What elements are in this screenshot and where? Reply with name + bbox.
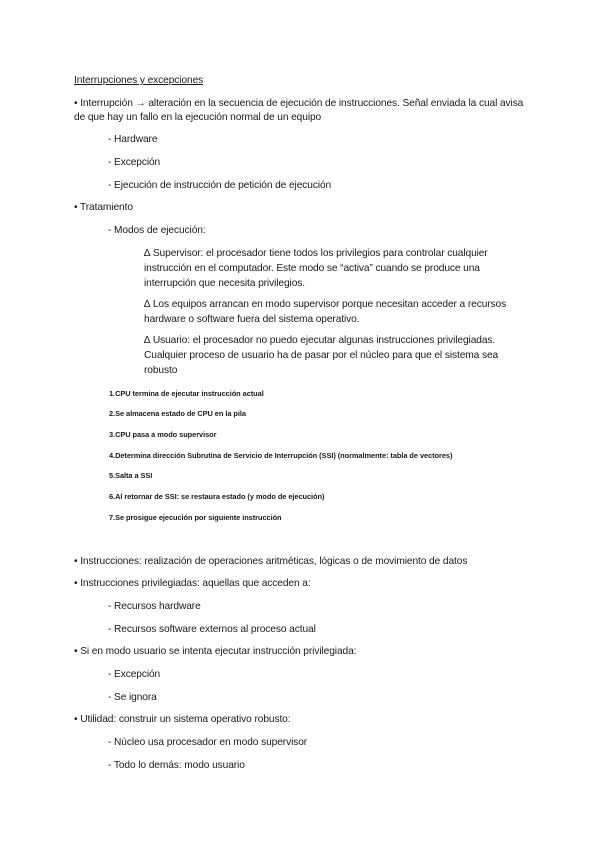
modo-usuario-heading: • Si en modo usuario se intenta ejecutar instrucción privilegiada: (74, 646, 357, 657)
modos-heading: - Modos de ejecución: (108, 225, 206, 236)
list-item: - Todo lo demás: modo usuario (108, 760, 245, 771)
arranque-line: ∆ Los equipos arrancan en modo supervisor porque necesitan acceder a recursos (144, 299, 507, 310)
list-item: - Hardware (108, 134, 158, 145)
interrupcion-line-1: • Interrupción → alteración en la secuencia de ejecución de instrucciones. Señal enviada la cual avisa (74, 98, 524, 109)
arranque-line: hardware o software fuera del sistema operativo. (144, 314, 360, 325)
tratamiento-heading: • Tratamiento (74, 202, 133, 213)
step-item: 7.Se prosigue ejecución por siguiente instrucción (109, 513, 282, 522)
step-item: 3.CPU pasa a modo supervisor (109, 430, 217, 439)
supervisor-line: ∆ Supervisor: el procesador tiene todos los privilegios para controlar cualquier (144, 248, 488, 259)
list-item: - Ejecución de instrucción de petición de ejecución (108, 180, 332, 191)
usuario-line: ∆ Usuario: el procesador no puedo ejecutar algunas instrucciones privilegiadas. (144, 335, 496, 346)
supervisor-line: instrucción en el computador. Este modo se “activa” cuando se produce una (144, 263, 480, 274)
page-title: Interrupciones y excepciones (74, 75, 204, 86)
list-item: - Recursos software externos al proceso actual (108, 624, 316, 635)
list-item: - Excepción (108, 669, 161, 680)
supervisor-line: interrupción que necesita privilegios. (144, 278, 305, 289)
step-item: 2.Se almacena estado de CPU en la pila (109, 409, 246, 418)
list-item: - Se ignora (108, 692, 157, 703)
list-item: - Recursos hardware (108, 601, 201, 612)
usuario-line: robusto (144, 365, 178, 376)
step-item: 5.Salta a SSI (109, 471, 153, 480)
usuario-line: Cualquier proceso de usuario ha de pasar por el núcleo para que el sistema sea (144, 350, 499, 361)
list-item: - Excepción (108, 157, 161, 168)
step-item: 4.Determina dirección Subrutina de Servicio de Interrupción (SSI) (normalmente: tabla de vectores) (109, 451, 453, 460)
step-item: 6.Al retornar de SSI: se restaura estado (y modo de ejecución) (109, 492, 325, 501)
instrucciones-line: • Instrucciones: realización de operaciones aritméticas, lógicas o de movimiento de datos (74, 556, 468, 567)
list-item: - Núcleo usa procesador en modo supervisor (108, 737, 308, 748)
step-item: 1.CPU termina de ejecutar instrucción actual (109, 389, 264, 398)
privilegiadas-heading: • Instrucciones privilegiadas: aquellas que acceden a: (74, 578, 311, 589)
interrupcion-line-2: de que hay un fallo en la ejecución normal de un equipo (74, 112, 322, 123)
utilidad-heading: • Utilidad: construir un sistema operativo robusto: (74, 714, 291, 725)
